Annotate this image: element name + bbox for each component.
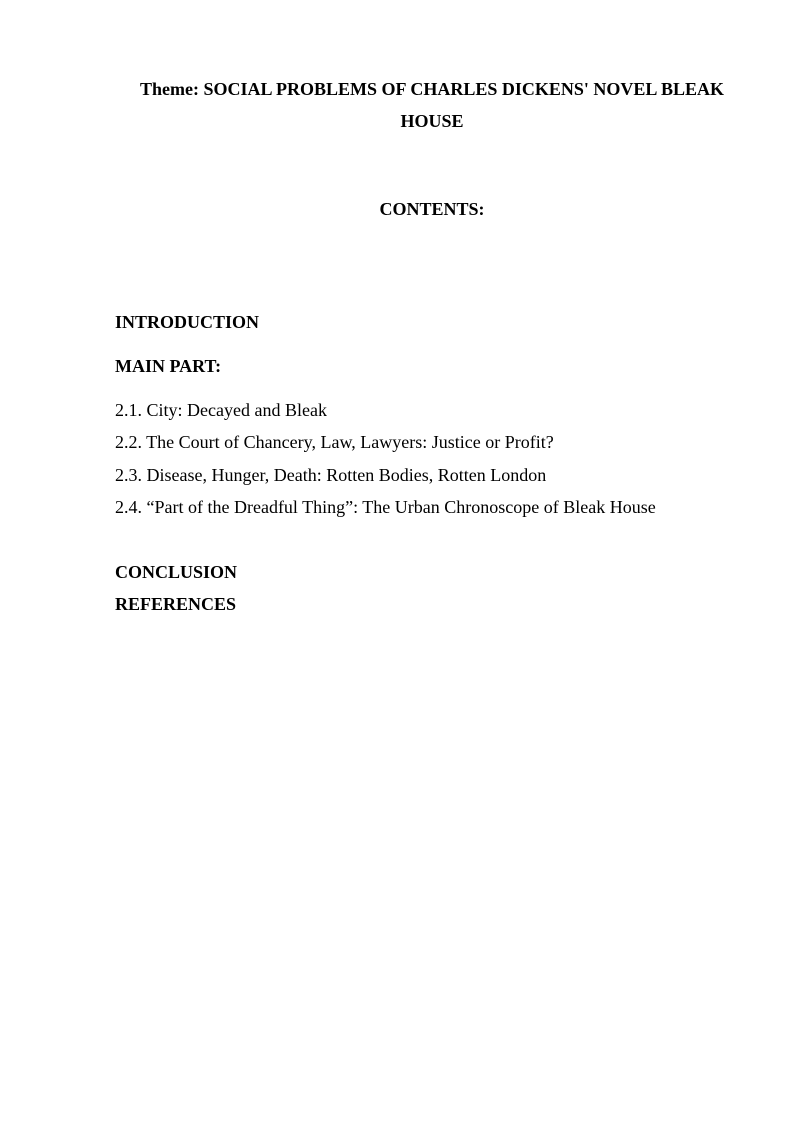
toc-section-2-2: 2.2. The Court of Chancery, Law, Lawyers: Justice or Profit? [115,432,554,452]
toc-section-2-3: 2.3. Disease, Hunger, Death: Rotten Bodies, Rotten London [115,465,547,485]
toc-section-2-1: 2.1. City: Decayed and Bleak [115,400,327,420]
toc-main-part: MAIN PART: [115,356,222,376]
toc-section-2-4: 2.4. “Part of the Dreadful Thing”: The Urban Chronoscope of Bleak House [115,497,656,517]
toc-introduction: INTRODUCTION [115,312,260,332]
contents-heading: CONTENTS: [379,199,485,219]
toc-references: REFERENCES [115,594,237,614]
document-title: Theme: SOCIAL PROBLEMS OF CHARLES DICKENS' NOVEL BLEAK HOUSE [140,79,724,131]
toc-conclusion: CONCLUSION [115,562,238,582]
